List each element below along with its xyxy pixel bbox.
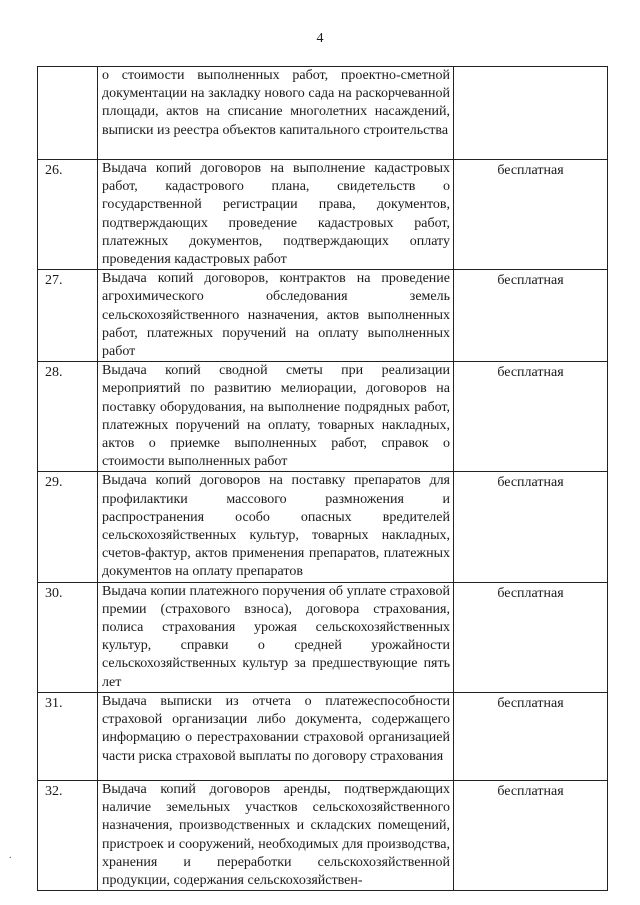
row-number: 29.	[38, 472, 98, 582]
table-row	[38, 362, 608, 472]
row-number: 31.	[38, 692, 98, 780]
row-number: 26.	[38, 160, 98, 270]
row-description: Выдача копий договоров на выполнение кадастровых работ, кадастрового плана, свидетельств о государственной регистрации права, документов, подтверждающих проведение кадастровых работ, платежных документов, подтверждающих оплату проведения кадастровых работ	[98, 160, 454, 270]
services-table	[37, 66, 608, 891]
row-number: 28.	[38, 362, 98, 472]
row-description: Выдача копии платежного поручения об уплате страховой премии (страхового взноса), договора страхования, полиса страхования урожая сельскохозяйственных культур, справки о средней урожайности сельскохозяйственных культур за предшествующие пять лет	[98, 582, 454, 692]
table-row	[38, 67, 608, 160]
row-number: 27.	[38, 270, 98, 362]
row-description: Выдача выписки из отчета о платежеспособности страховой организации либо документа, содержащего информацию о перестраховании страховой организацией части риска страховой выплаты по договору страхования	[98, 692, 454, 780]
row-fee: бесплатная	[454, 160, 608, 270]
row-number	[38, 67, 98, 160]
table-row	[38, 270, 608, 362]
row-description: Выдача копий договоров аренды, подтверждающих наличие земельных участков сельскохозяйственного назначения, производственных и складских помещений, пристроек и сооружений, необходимых для производства, хранения и переработки сельскохозяйственной продукции, содержания сельскохозяйствен-	[98, 780, 454, 890]
row-description: Выдача копий сводной сметы при реализации мероприятий по развитию мелиорации, договоров на поставку оборудования, на выполнение подрядных работ, платежных поручений на оплату, товарных накладных, актов о приемке выполненных работ, справок о стоимости выполненных работ	[98, 362, 454, 472]
table-row	[38, 160, 608, 270]
row-fee: бесплатная	[454, 362, 608, 472]
scan-speck: .	[9, 850, 12, 861]
row-description: о стоимости выполненных работ, проектно-сметной документации на закладку нового сада на раскорчеванной площади, актов на списание многолетних насаждений, выписки из реестра объектов капитального строительства	[98, 67, 454, 160]
table-row	[38, 472, 608, 582]
row-fee: бесплатная	[454, 692, 608, 780]
row-description: Выдача копий договоров на поставку препаратов для профилактики массового размножения и распространения особо опасных вредителей сельскохозяйственных культур, товарных накладных, счетов-фактур, актов применения препаратов, платежных документов на оплату препаратов	[98, 472, 454, 582]
page-number: 4	[316, 31, 324, 46]
row-description: Выдача копий договоров, контрактов на проведение агрохимического обследования земель сельскохозяйственного назначения, актов выполненных работ, платежных поручений на оплату выполненных работ	[98, 270, 454, 362]
row-number: 32.	[38, 780, 98, 890]
table-row	[38, 692, 608, 780]
table-row	[38, 582, 608, 692]
row-fee: бесплатная	[454, 270, 608, 362]
row-fee: бесплатная	[454, 780, 608, 890]
row-fee	[454, 67, 608, 160]
row-fee: бесплатная	[454, 582, 608, 692]
row-number: 30.	[38, 582, 98, 692]
row-fee: бесплатная	[454, 472, 608, 582]
table-row	[38, 780, 608, 890]
